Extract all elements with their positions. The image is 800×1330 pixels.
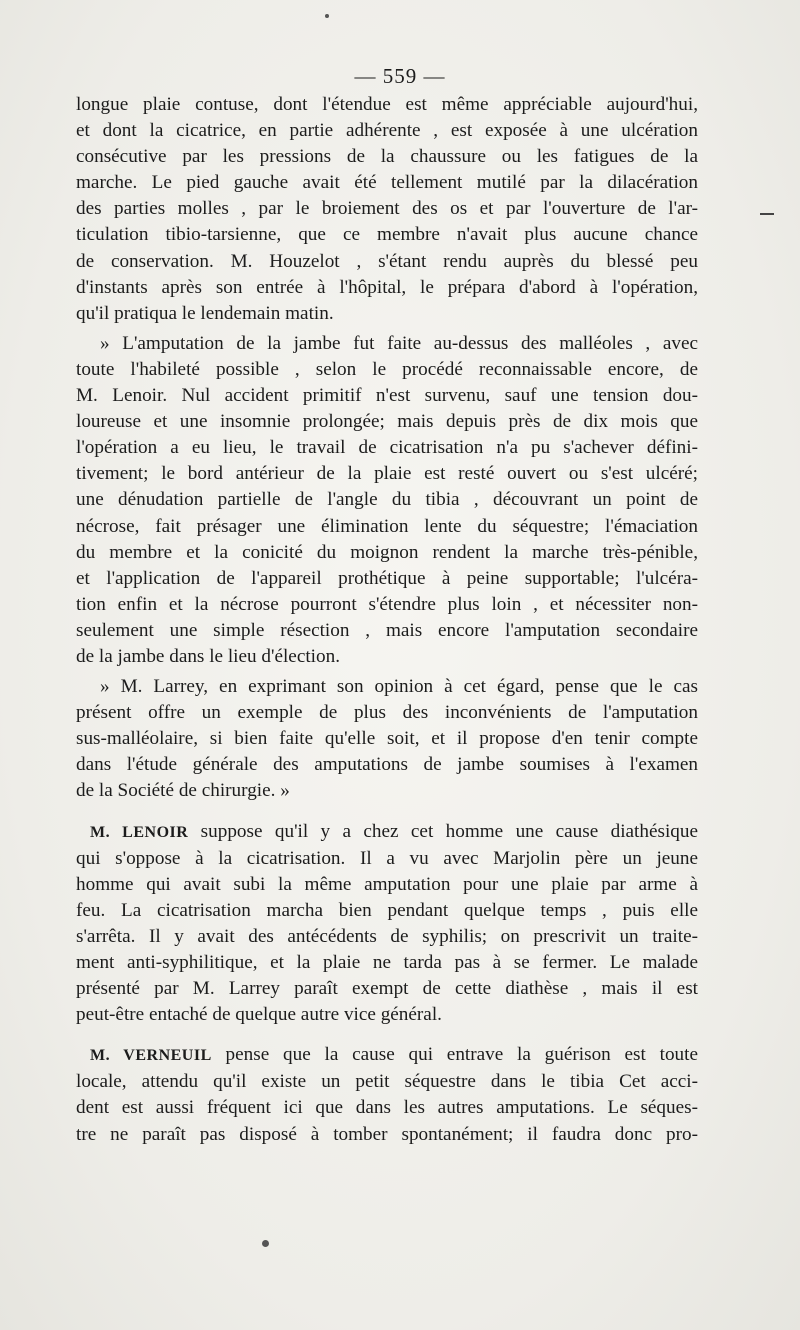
text-line: tivement; le bord antérieur de la plaie est resté ouvert ou s'est ulcéré;: [76, 463, 698, 485]
text-line: seulement une simple résection , mais encore l'amputation secondaire: [76, 619, 698, 641]
text-line: » L'amputation de la jambe fut faite au-dessus des malléoles , avec: [100, 332, 698, 354]
text-line: toute l'habileté possible , selon le procédé reconnaissable encore, de: [76, 358, 698, 380]
ink-speck: [262, 1240, 269, 1247]
ink-speck: [325, 14, 329, 18]
text-line: M. Lenoir. Nul accident primitif n'est survenu, sauf une tension dou-: [76, 385, 698, 407]
text-line: homme qui avait subi la même amputation pour une plaie par arme à: [76, 873, 698, 895]
paragraph: [76, 92, 698, 327]
text-line: dent est aussi fréquent ici que dans les autres amputations. Le séques-: [76, 1097, 698, 1119]
text-line: s'arrêta. Il y avait des antécédents de syphilis; on prescrivit un traite-: [76, 925, 698, 947]
text-line: ticulation tibio-tarsienne, que ce membre n'avait plus aucune chance: [76, 224, 698, 246]
margin-mark: [760, 213, 774, 215]
text-line: nécrose, fait présager une élimination lente du séquestre; l'émaciation: [76, 515, 698, 537]
text-line: longue plaie contuse, dont l'étendue est même appréciable aujourd'hui,: [76, 94, 698, 115]
text-line: de la jambe dans le lieu d'élection.: [76, 645, 340, 667]
text-line: qu'il pratiqua le lendemain matin.: [76, 302, 334, 324]
speaker-name: M. VERNEUIL: [90, 1047, 212, 1065]
speaker-name: M. LENOIR: [90, 823, 189, 841]
text-line: loureuse et une insomnie prolongée; mais depuis près de dix mois que: [76, 411, 698, 433]
page-number: — 559 —: [354, 64, 446, 88]
text-line: présenté par M. Larrey paraît exempt de cette diathèse , mais il est: [76, 978, 698, 1000]
text-line: de la Société de chirurgie. »: [76, 780, 290, 802]
body-text: [76, 92, 698, 1148]
text-line: M. LENOIR suppose qu'il y a chez cet homme une cause diathésique: [90, 820, 699, 842]
paragraph: [76, 674, 698, 804]
text-line: de conservation. M. Houzelot , s'étant rendu auprès du blessé peu: [76, 250, 698, 272]
text-line: peut-être entaché de quelque autre vice général.: [76, 1004, 442, 1026]
text-line: marche. Le pied gauche avait été tellement mutilé par la dilacération: [76, 172, 698, 194]
paragraph: [76, 819, 698, 1029]
text-line: des parties molles , par le broiement des os et par l'ouverture de l'ar-: [76, 198, 698, 220]
paragraph: [76, 331, 698, 670]
text-line: et l'application de l'appareil prothétique à peine supportable; l'ulcéra-: [76, 567, 698, 589]
text-line: ment anti-syphilitique, et la plaie ne tarda pas à se fermer. Le malade: [76, 952, 698, 973]
text-line: présent offre un exemple de plus des inconvénients de l'amputation: [76, 702, 698, 724]
text-line: tion enfin et la nécrose pourront s'étendre plus loin , et nécessiter non-: [76, 593, 698, 615]
text-line: d'instants après son entrée à l'hôpital, le prépara d'abord à l'opération,: [76, 276, 698, 298]
text-line: tre ne paraît pas disposé à tomber spontanément; il faudra donc pro-: [76, 1123, 698, 1145]
text-line: et dont la cicatrice, en partie adhérente , est exposée à une ulcération: [76, 120, 698, 142]
text-line: » M. Larrey, en exprimant son opinion à cet égard, pense que le cas: [100, 676, 698, 698]
text-line: M. VERNEUIL pense que la cause qui entrave la guérison est toute: [90, 1044, 698, 1066]
text-line: feu. La cicatrisation marcha bien pendant quelque temps , puis elle: [76, 899, 698, 921]
text-line: qui s'oppose à la cicatrisation. Il a vu avec Marjolin père un jeune: [76, 847, 698, 869]
text-line: dans l'étude générale des amputations de jambe soumises à l'examen: [76, 754, 698, 776]
text-line: du membre et la conicité du moignon rendent la marche très-pénible,: [76, 541, 698, 563]
text-line: l'opération a eu lieu, le travail de cicatrisation n'a pu s'achever défini-: [76, 437, 698, 459]
text-line: une dénudation partielle de l'angle du tibia , découvrant un point de: [76, 489, 698, 511]
text-line: locale, attendu qu'il existe un petit séquestre dans le tibia Cet acci-: [76, 1071, 698, 1093]
paragraph: [76, 1042, 698, 1147]
text-line: sus-malléolaire, si bien faite qu'elle soit, et il propose d'en tenir compte: [76, 728, 698, 750]
text-line: consécutive par les pressions de la chaussure ou les fatigues de la: [76, 146, 698, 168]
